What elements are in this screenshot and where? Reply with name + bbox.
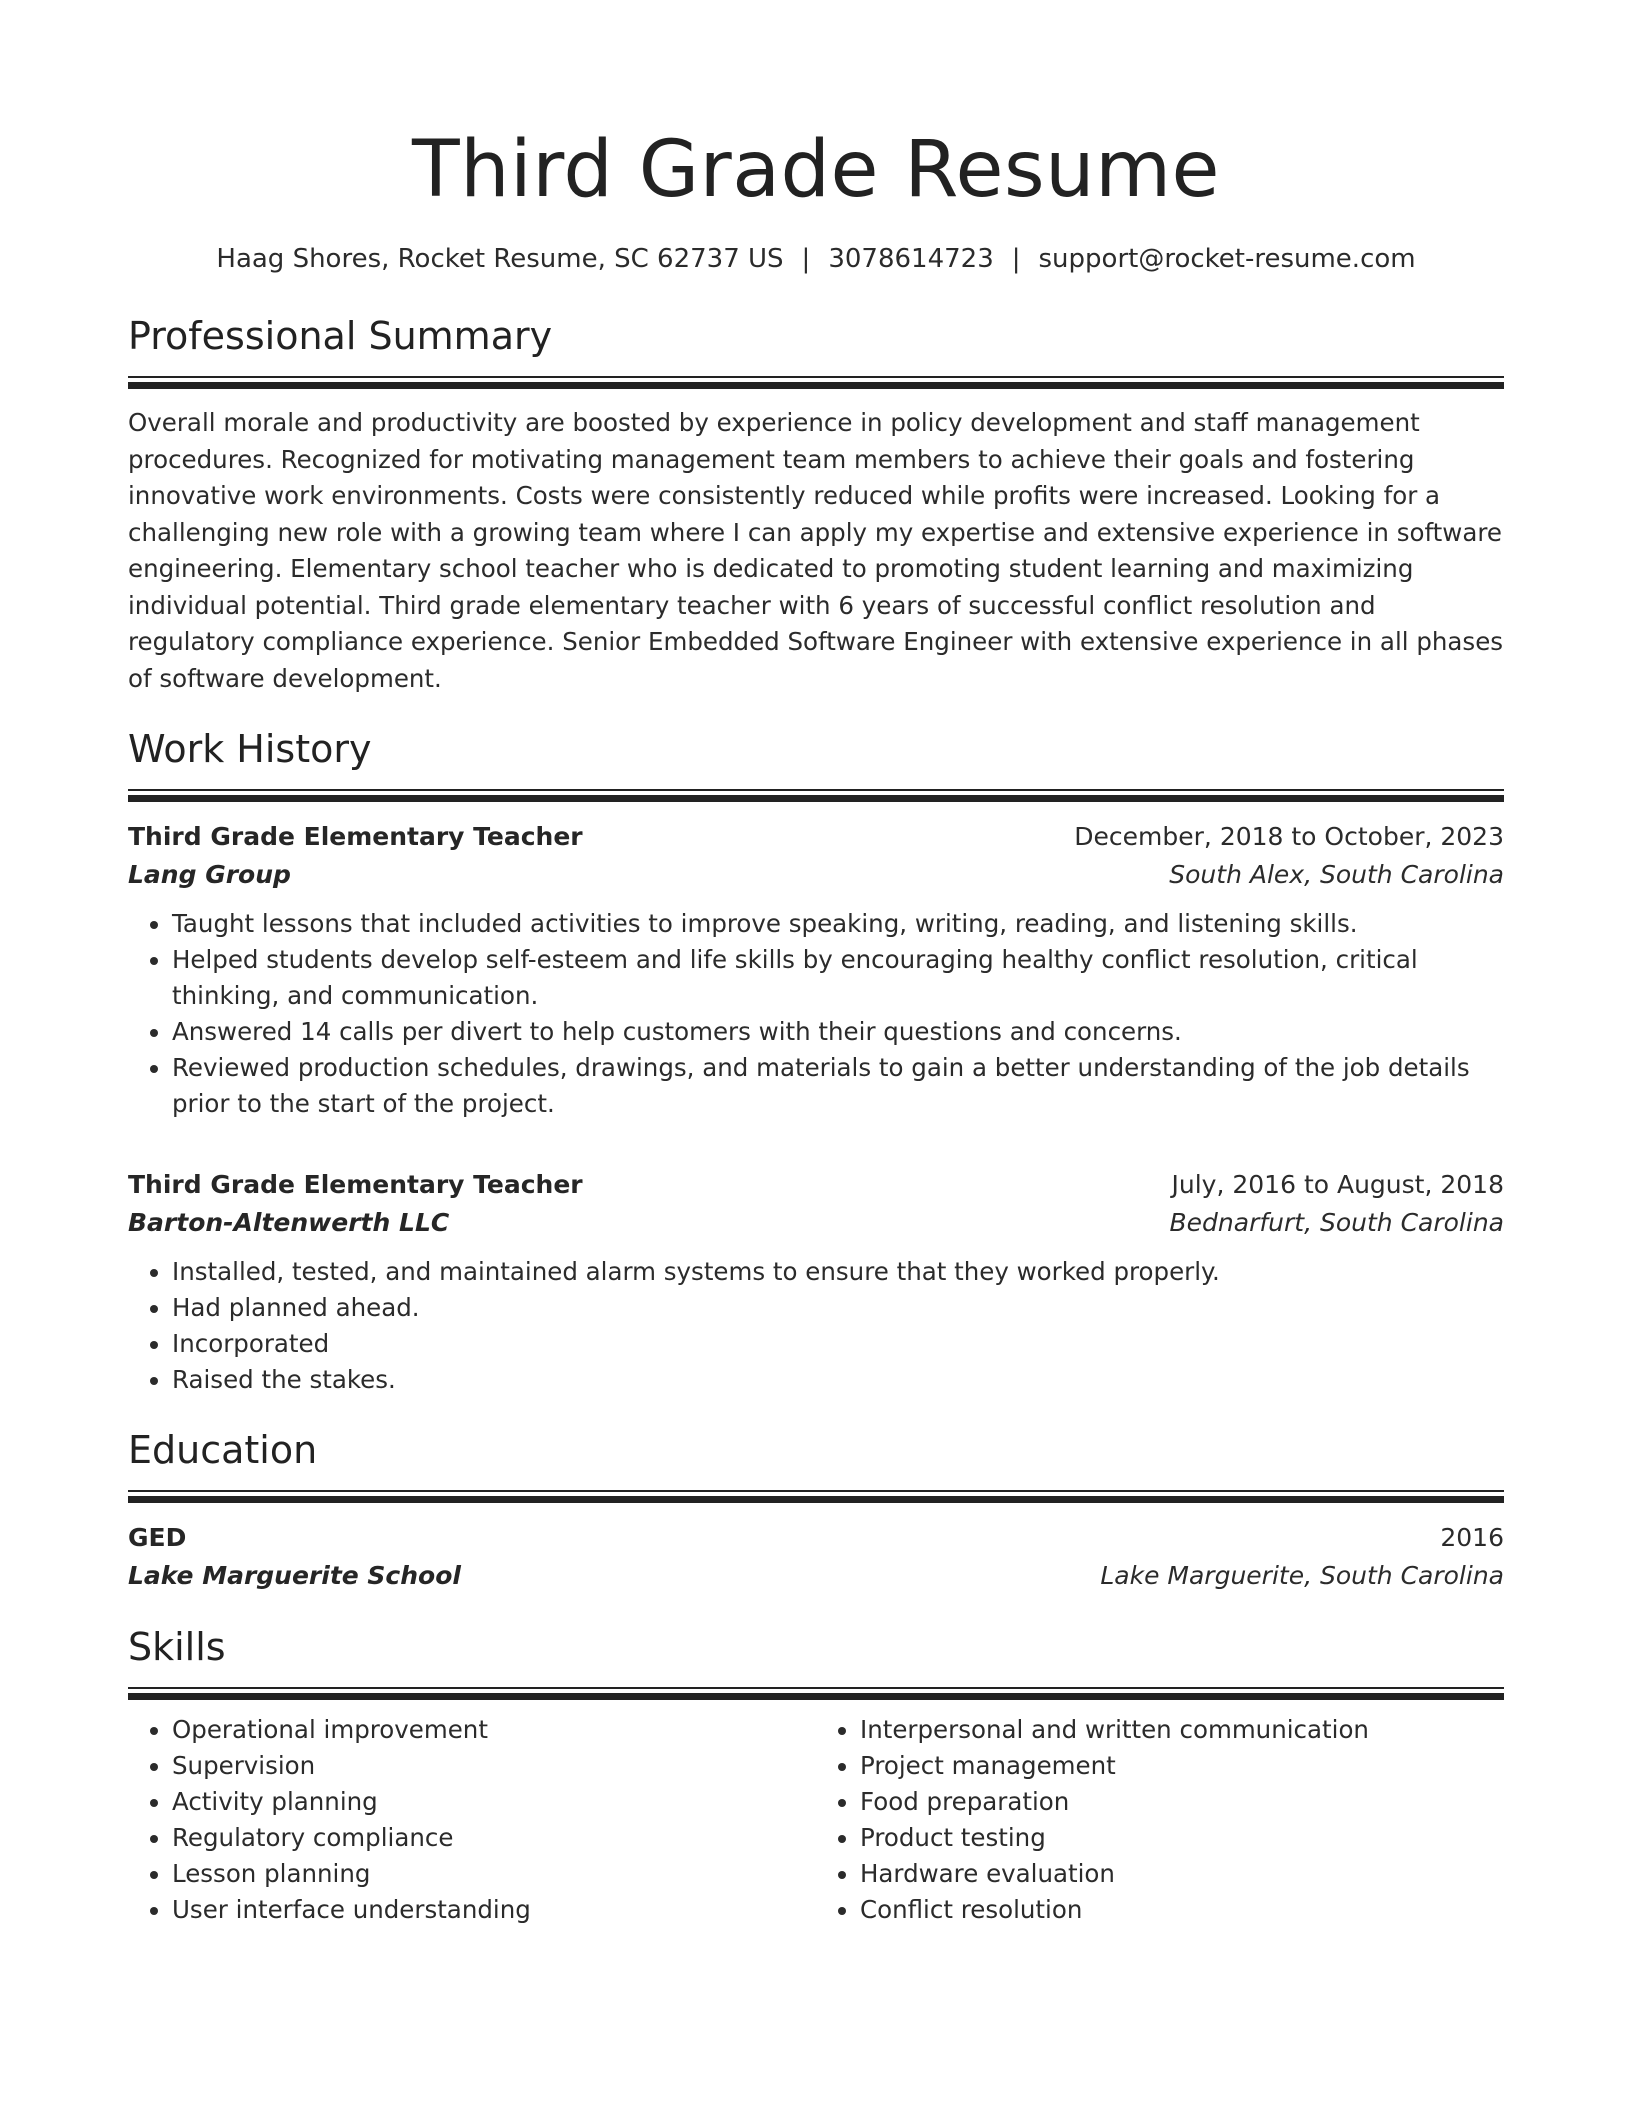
skill-item: • Supervision xyxy=(172,1748,816,1784)
contact-email: support@rocket-resume.com xyxy=(1038,244,1416,274)
job-bullet: • Incorporated xyxy=(172,1326,1504,1362)
job-bullet: • Answered 14 calls per divert to help customers with their questions and concerns. xyxy=(172,1014,1504,1050)
skill-item: • Hardware evaluation xyxy=(860,1856,1504,1892)
contact-address: Haag Shores, Rocket Resume, SC 62737 US xyxy=(216,244,784,274)
section-title-summary: Professional Summary xyxy=(128,314,553,358)
job-bullet: • Installed, tested, and maintained alarm systems to ensure that they worked properly. xyxy=(172,1254,1504,1290)
section-divider xyxy=(128,1490,1504,1503)
skills-columns xyxy=(128,1712,1504,1928)
education-header-row xyxy=(128,1519,1504,1557)
contact-line xyxy=(128,242,1504,276)
education-school: Lake Marguerite School xyxy=(128,1561,461,1590)
education-year: 2016 xyxy=(1440,1523,1504,1552)
summary-section xyxy=(128,312,1504,697)
job-location: South Alex, South Carolina xyxy=(1169,860,1504,889)
skill-item: • Product testing xyxy=(860,1820,1504,1856)
job-bullet: • Taught lessons that included activities to improve speaking, writing, reading, and listening skills. xyxy=(172,906,1504,942)
job-bullets xyxy=(128,906,1504,1122)
skills-list-right xyxy=(816,1712,1504,1928)
skill-item: • Activity planning xyxy=(172,1784,816,1820)
section-title-work: Work History xyxy=(128,727,372,771)
skill-item: • Operational improvement xyxy=(172,1712,816,1748)
skills-section xyxy=(128,1623,1504,1928)
job-dates: December, 2018 to October, 2023 xyxy=(1074,822,1504,851)
contact-separator: | xyxy=(1011,244,1021,274)
job-title: Third Grade Elementary Teacher xyxy=(128,1170,583,1199)
education-entry xyxy=(128,1519,1504,1595)
job-bullet: • Raised the stakes. xyxy=(172,1362,1504,1398)
section-divider xyxy=(128,1687,1504,1700)
job-company: Lang Group xyxy=(128,860,291,889)
skill-item: • Conflict resolution xyxy=(860,1892,1504,1928)
education-school-row xyxy=(128,1557,1504,1595)
skill-item: • User interface understanding xyxy=(172,1892,816,1928)
section-divider xyxy=(128,376,1504,389)
job-header-row xyxy=(128,1166,1504,1204)
job-company-row xyxy=(128,856,1504,894)
section-title-skills: Skills xyxy=(128,1625,226,1669)
job-location: Bednarfurt, South Carolina xyxy=(1169,1208,1504,1237)
education-location: Lake Marguerite, South Carolina xyxy=(1100,1561,1504,1590)
contact-phone: 3078614723 xyxy=(828,244,994,274)
job-bullet: • Had planned ahead. xyxy=(172,1290,1504,1326)
skills-list-left xyxy=(128,1712,816,1928)
skill-item: • Project management xyxy=(860,1748,1504,1784)
job-title: Third Grade Elementary Teacher xyxy=(128,822,583,851)
job-dates: July, 2016 to August, 2018 xyxy=(1171,1170,1504,1199)
job-bullet: • Reviewed production schedules, drawings, and materials to gain a better understanding of the job details prior to the start of the project. xyxy=(172,1050,1504,1122)
job-entry xyxy=(128,1166,1504,1398)
resume-name: Third Grade Resume xyxy=(411,125,1221,215)
work-history-section xyxy=(128,725,1504,1398)
job-company: Barton-Altenwerth LLC xyxy=(128,1208,450,1237)
job-bullets xyxy=(128,1254,1504,1398)
job-company-row xyxy=(128,1204,1504,1242)
section-divider xyxy=(128,789,1504,802)
skill-item: • Lesson planning xyxy=(172,1856,816,1892)
job-entry xyxy=(128,818,1504,1122)
education-section xyxy=(128,1426,1504,1595)
job-bullet: • Helped students develop self-esteem and life skills by encouraging healthy conflict resolution, critical thinking, and communication. xyxy=(172,942,1504,1014)
section-title-education: Education xyxy=(128,1428,318,1472)
skill-item: • Food preparation xyxy=(860,1784,1504,1820)
education-degree: GED xyxy=(128,1523,187,1552)
summary-text: Overall morale and productivity are boosted by experience in policy development and staff management procedures. Recognized for motivating management team members to achieve their goals and fostering innovative work environments. Costs were consistently reduced while profits were increased. Looking for a challenging new role with a growing team where I can apply my expertise and extensive experience in software engineering. Elementary school teacher who is dedicated to promoting student learning and maximizing individual potential. Third grade elementary teacher with 6 years of successful conflict resolution and regulatory compliance experience. Senior Embedded Software Engineer with extensive experience in all phases of software development. xyxy=(128,408,1504,693)
contact-separator: | xyxy=(801,244,811,274)
job-header-row xyxy=(128,818,1504,856)
skill-item: • Regulatory compliance xyxy=(172,1820,816,1856)
skill-item: • Interpersonal and written communication xyxy=(860,1712,1504,1748)
